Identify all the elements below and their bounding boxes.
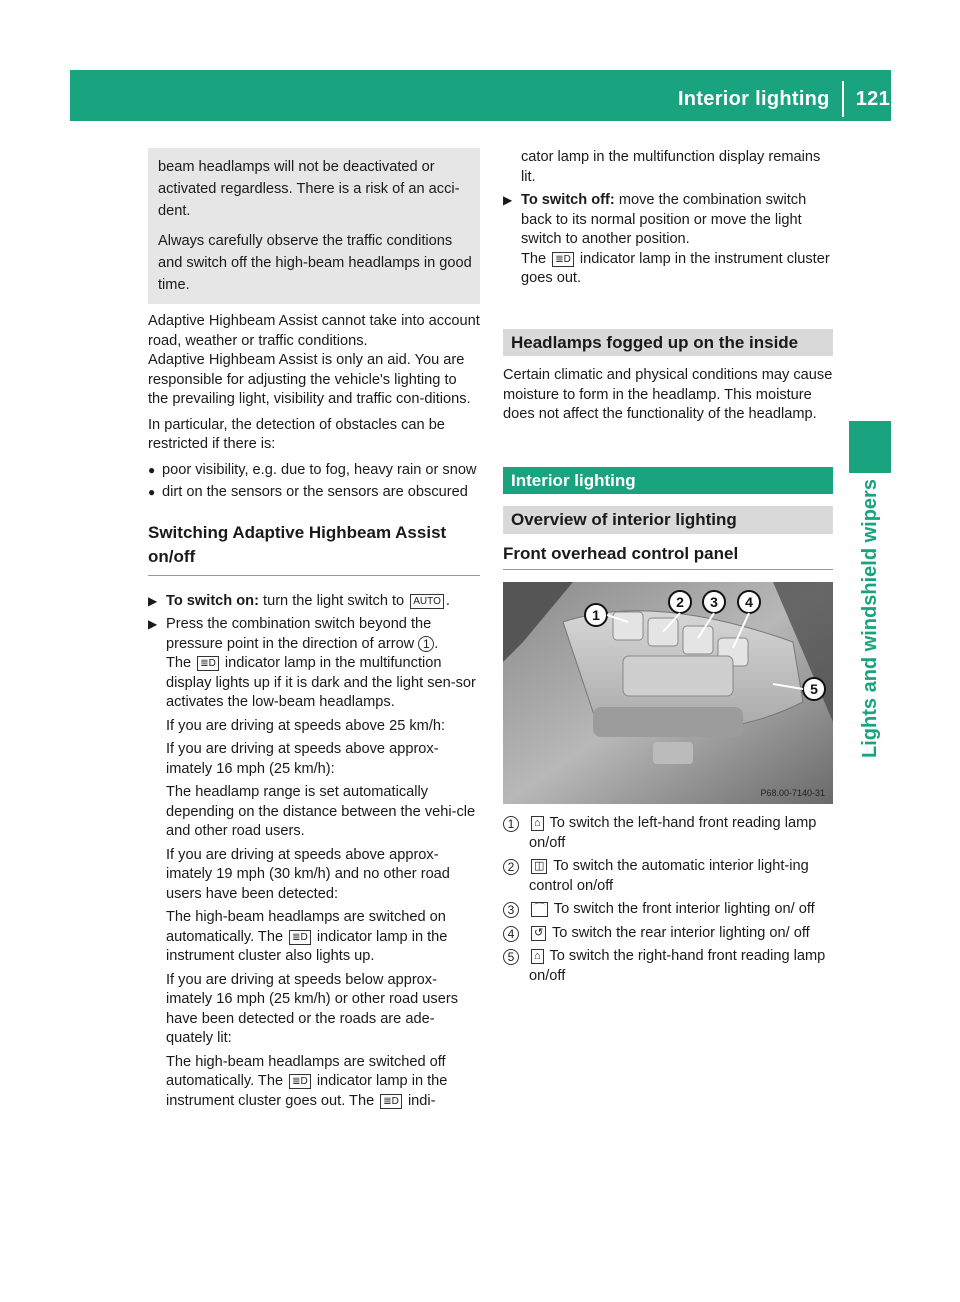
arrow-icon: ▶ [503,193,513,207]
callout-number-icon: 5 [503,949,519,965]
high-beam-indicator-icon: ≣D [289,930,311,945]
warning-text-1: beam headlamps will not be deactivated or activated regardless. There is a risk of an acci-dent. [158,159,460,219]
paragraph: Adaptive Highbeam Assist cannot take into account road, weather or traffic conditions. Adaptive Highbeam Assist is only an aid. You are responsible for adjusting the vehicle's lighting to the prevailing light, visibility and traffic con-ditions. [148,313,480,407]
rear-interior-light-icon: ↺ [531,926,546,941]
instruction-continuation: cator lamp in the multifunction display remains lit. [521,149,821,185]
subsection-heading: Front overhead control panel [503,544,833,571]
auto-symbol-icon: AUTO [410,594,444,609]
bullet-list [148,461,480,503]
callout-number-icon: 4 [503,926,519,942]
side-tab-marker [849,421,891,473]
auto-interior-light-icon: ◫ [531,859,547,874]
high-beam-indicator-icon: ≣D [289,1074,311,1089]
callout-2: 2 [676,594,684,610]
left-column [148,148,480,1115]
section-heading-overview: Overview of interior lighting [503,506,833,534]
callout-5: 5 [810,681,818,697]
warning-box [148,148,480,304]
arrow-icon: ▶ [148,593,158,608]
side-section-label: Lights and windshield wipers [858,478,881,758]
callout-1: 1 [592,607,600,623]
low-beam-indicator-icon: ≣D [380,1094,402,1109]
warning-text-2: Always carefully observe the traffic conditions and switch off the high-beam headlamps in good time. [158,233,472,293]
legend-item: 3 ⌒ To switch the front interior lighting on/ off [503,900,833,920]
bullet-icon: ● [148,485,156,499]
reading-lamp-icon: ⌂ [531,949,544,964]
callout-number-icon: 3 [503,902,519,918]
instruction-step: ▶ Press the combination switch beyond the pressure point in the direction of arrow 1 . The ≣D indicator lamp in the multifunction display lights up if it is dark and the light sen-sor activates the low-beam headlamps. If you are driving at speeds above 25 km/h: If you are driving at speeds above approx-imately 16 mph (25 km/h): The headlamp range is set automatically depending on the distance between the vehi-cle and other road users. If you are driving at speeds above approx-imately 19 mph (30 km/h) and no other road users have been detected: The high-beam headlamps are switched on automatically. The ≣D indicator lamp in the instrument cluster also lights up. If you are driving at speeds below approx-imately 16 mph (25 km/h) or other road users have been detected or the roads are ade-quately lit: The high-beam headlamps are switched off automatically. The ≣D indicator lamp in the instrument cluster goes out. The ≣D indi- [148,616,476,1109]
section-heading-interior: Interior lighting [503,467,833,495]
instruction-step: ▶ To switch off: move the combination switch back to its normal position or move the light switch to another position. The ≣D indicator lamp in the instrument cluster goes out. [503,192,830,286]
page-header [678,84,890,114]
legend-list [503,814,833,986]
legend-item: 1 ⌂ To switch the left-hand front reading lamp on/off [503,814,833,853]
callout-number-icon: 1 [418,636,434,652]
header-separator [842,81,844,117]
section-heading: Switching Adaptive Highbeam Assist on/off [148,521,480,576]
callout-number-icon: 1 [503,816,519,832]
callout-number-icon: 2 [503,859,519,875]
paragraph: Certain climatic and physical conditions may cause moisture to form in the headlamp. This moisture does not affect the functionality of the headlamp. [503,367,833,422]
callout-3: 3 [710,594,718,610]
callout-4: 4 [745,594,753,610]
page-number: 121 [855,87,890,110]
photo-code: P68.00-7140-31 [760,788,825,798]
page-title: Interior lighting [677,87,830,110]
section-heading-fog: Headlamps fogged up on the inside [503,329,833,357]
front-interior-light-icon: ⌒ [531,902,548,917]
control-panel-photo [503,582,833,804]
list-item: ● poor visibility, e.g. due to fog, heavy rain or snow [148,461,480,481]
low-beam-indicator-icon: ≣D [197,656,219,671]
low-beam-indicator-icon: ≣D [552,252,574,267]
right-column [503,148,833,990]
legend-item: 4 ↺ To switch the rear interior lighting on/ off [503,924,833,944]
legend-item: 2 ◫ To switch the automatic interior light-ing control on/off [503,857,833,896]
reading-lamp-icon: ⌂ [531,816,544,831]
list-item: ● dirt on the sensors or the sensors are obscured [148,483,480,503]
bullet-icon: ● [148,462,156,477]
legend-item: 5 ⌂ To switch the right-hand front reading lamp on/off [503,947,833,986]
paragraph: In particular, the detection of obstacles can be restricted if there is: [148,416,445,452]
instruction-step: ▶ To switch on: turn the light switch to AUTO . [148,592,480,612]
arrow-icon: ▶ [148,617,158,631]
